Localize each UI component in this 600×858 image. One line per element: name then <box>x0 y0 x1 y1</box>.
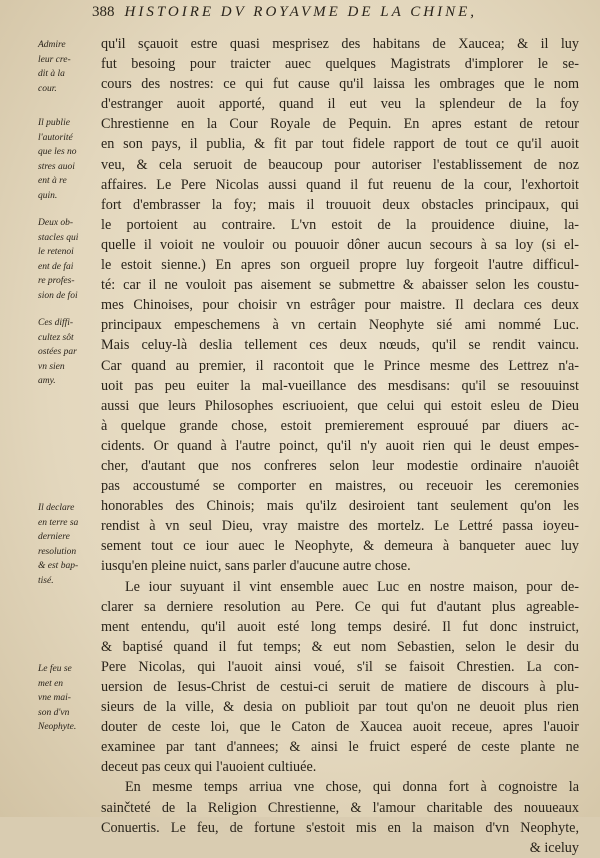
margin-note-line: derniere <box>38 532 70 543</box>
text-line: sainčteté de la Religion Chrestienne, & l'amour charitable des nouueaux <box>101 799 579 816</box>
text-line: à quelque grande chose, estoit premierement esprouué par diuers ac- <box>101 417 579 434</box>
text-line: pas accoustumé se comporter en maistres, ou receuoir les ceremonies <box>101 478 579 495</box>
text-line: quelle il voioit ne vouloir ou pouuoir dôner aucun secours à sa loy (si el- <box>101 236 579 253</box>
margin-note-line: le retenoi <box>38 247 74 258</box>
text-line: affaires. Le Pere Nicolas aussi quand il fut reuenu de la cour, l'exhortoit <box>101 176 579 193</box>
text-line: honorables des Chinois; mais qu'ilz desiroient tant seulement qu'on les <box>101 498 579 515</box>
text-line: & baptisé quand il fut temps; & eut nom Sebastien, selon le desir du <box>101 638 579 655</box>
text-line: té: car il ne vouloit pas aisement se submettre & abaisser selon les coustu- <box>101 277 579 294</box>
text-line: clarer sa derniere resolution au Pere. Ce qui fut d'autant plus agreable- <box>101 598 579 615</box>
margin-note-line: resolution <box>38 546 77 557</box>
page-header <box>92 4 582 26</box>
text-line: iusqu'en pleine nuict, sans parler d'aucune autre chose. <box>101 558 411 575</box>
margin-note-line: son d'vn <box>38 707 70 718</box>
margin-note-line: stacles qui <box>38 232 79 243</box>
text-line: mes Chinoises, pour choisir vn estrâger pour maistre. Il declara ces deux <box>101 297 579 314</box>
text-line: d'estranger auoit apporté, quand il eut veu la splendeur de la foy <box>101 96 579 113</box>
text-line: uersion de Iesus-Christ de cestui-ci seruit de matiere de discours à plu- <box>101 679 579 695</box>
text-line: Conuertis. Le feu, de fortune s'estoit mis en la maison d'vn Neophyte, <box>101 819 579 836</box>
margin-note-line: Il declare <box>38 503 75 513</box>
margin-note-line: Deux ob- <box>38 218 74 228</box>
catchword: & iceluy <box>529 839 579 856</box>
margin-note-line: dit à la <box>38 69 65 80</box>
text-line: sieurs de la ville, & desia on publioit par tout qu'on ne deuoit plus rien <box>101 699 579 716</box>
text-line: ment entendu, qu'il auoit esté long temps desiré. Il fut donc instruict, <box>101 618 579 635</box>
margin-note-line: que les no <box>38 147 77 158</box>
text-line: sement tout ce iour auec le Neophyte, & demeura à banqueter auec luy <box>101 538 579 555</box>
margin-note <box>38 662 98 735</box>
text-line: principaux empeschemens à vn certain Neophyte sié ami nommé Luc. <box>101 317 579 334</box>
margin-note-line: vne mai- <box>38 693 71 704</box>
margin-note-line: Il publie <box>38 118 70 128</box>
margin-note-line: leur cre- <box>38 54 71 65</box>
margin-note-line: ent à re <box>38 176 67 187</box>
margin-note-line: l'autorité <box>38 132 73 143</box>
text-line: veu, & cela seruoit de beaucoup pour autoriser l'establissement de noz <box>101 156 579 173</box>
margin-note-line: re profes- <box>38 276 75 287</box>
text-line: uoit pas peu euiter la mal-vueillance des mesdisans: qu'il se resouuinst <box>101 377 579 394</box>
text-line: le portoient au contraire. L'vn estoit de la prouidence diuine, la- <box>101 216 579 233</box>
text-line: Chrestienne en la Cour Royale de Pequin. En apres estant de retour <box>101 116 579 133</box>
text-line: aussi que leurs Philosophes escriuoient, que celui qui estoit esleu de Dieu <box>101 397 579 414</box>
text-line: qu'il sçauoit estre quasi mesprisez des habitans de Xaucea; & il luy <box>101 36 579 52</box>
text-line: Pere Nicolas, qui l'auoit ainsi voué, s'il se faisoit Chrestien. La con- <box>101 658 579 675</box>
margin-note-line: ostées par <box>38 347 77 358</box>
margin-note-line: Admire <box>38 40 66 50</box>
text-line: Car quand au premier, il racontoit que le Prince mesme des Lettrez n'a- <box>101 357 579 374</box>
margin-note <box>38 316 98 389</box>
text-line: examinee par tant d'annees; & ainsi le fruict esperé de ceste plante ne <box>101 739 579 756</box>
running-title: HISTOIRE DV ROYAVME DE LA CHINE, <box>124 4 478 20</box>
margin-note-line: cultez sôt <box>38 332 74 343</box>
margin-note-line: en terre sa <box>38 517 79 528</box>
margin-note-line: sion de foi <box>38 290 78 301</box>
page-number: 388 <box>92 4 115 20</box>
margin-note <box>38 116 98 204</box>
margin-note <box>38 38 98 96</box>
margin-note <box>38 216 98 304</box>
text-line: douter de ceste loi, que le Caton de Xaucea auoit receue, apres l'auoir <box>101 719 579 736</box>
text-line: fut besoing pour traicter auec quelques Magistrats d'implorer le se- <box>101 56 579 73</box>
margin-note-line: tisé. <box>38 575 54 586</box>
margin-note <box>38 501 98 589</box>
text-line: en son pays, il publia, & fit par tout fidele rapport de tout ce qu'il auoit <box>101 136 579 153</box>
text-line: Mais celuy-là deslia tellement ces deux nœuds, qu'il se rendit vaincu. <box>101 337 579 354</box>
text-line: Le iour suyuant il vint ensemble auec Luc en nostre maison, pour de- <box>125 578 579 595</box>
margin-note-line: amy. <box>38 376 56 387</box>
text-line: cidents. Or quand à l'autre poinct, qu'il n'y auoit rien qui le deust empes- <box>101 437 579 454</box>
text-line: fort d'embrasser la foy; mais il trouuoit deux obstacles principaux, qui <box>101 196 579 213</box>
margin-note-line: & est bap- <box>38 561 79 572</box>
text-line: cher, d'autant que nos confreres selon leur modestie ordinaire n'auoiêt <box>101 457 579 474</box>
margin-note-line: Ces diffi- <box>38 318 74 328</box>
margin-note-line: stres auoi <box>38 161 75 172</box>
text-line: le estoit sienne.) En apres son orgueil propre luy forgeoit l'autre difficul- <box>101 257 579 274</box>
margin-note-line: cour. <box>38 83 57 94</box>
margin-note-line: ent de fai <box>38 261 74 272</box>
margin-note-line: Le feu se <box>38 664 72 674</box>
margin-note-line: quin. <box>38 190 58 201</box>
margin-note-line: Neophyte. <box>38 722 77 733</box>
margin-note-line: vn sien <box>38 361 65 372</box>
margin-note-line: met en <box>38 678 64 689</box>
text-line: En mesme temps arriua vne chose, qui donna fort à cognoistre la <box>125 779 579 796</box>
text-line: deceut pas ceux qui l'auoient cultiuée. <box>101 759 317 776</box>
text-line: rendist à vn seul Dieu, vray maistre des mortelz. Le Lettré passa ioyeu- <box>101 518 579 535</box>
body-text <box>101 34 579 858</box>
text-line: cours des nostres: ce qui fut cause qu'il laissa les ombrages que le nom <box>101 76 579 93</box>
